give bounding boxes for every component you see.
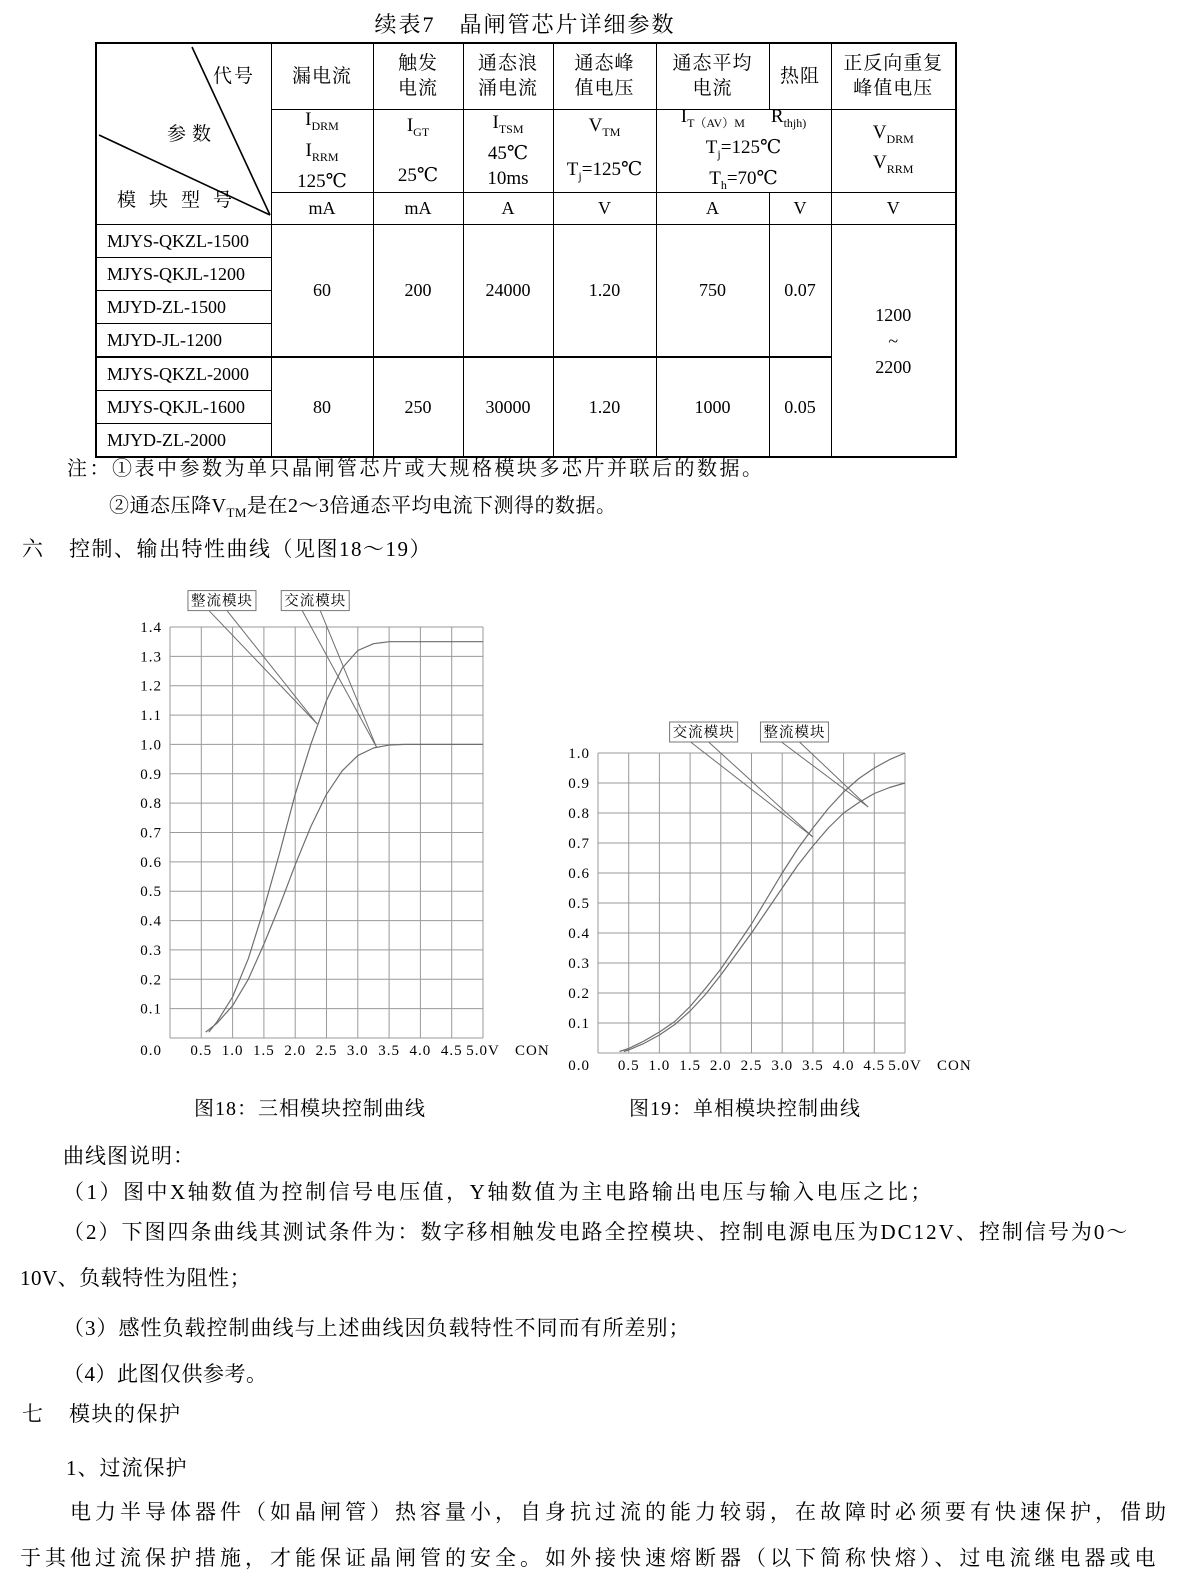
corner-label-param: 参数 [167,124,218,145]
svg-text:3.5: 3.5 [802,1058,824,1074]
table-row: MJYD-ZL-1500 [96,291,956,324]
svg-text:4.5: 4.5 [440,1042,463,1059]
svg-text:2.0: 2.0 [709,1058,732,1074]
svg-text:3.5: 3.5 [378,1042,400,1059]
section-6-heading: 六 控制、输出特性曲线（见图18～19） [22,537,432,561]
svg-text:2.5: 2.5 [740,1058,763,1074]
svg-text:0.3: 0.3 [140,942,162,959]
symbol-vdrm: $V_{DRM}$ $V_{RRM}$ [831,109,956,192]
svg-text:0.1: 0.1 [140,1001,162,1018]
svg-text:交流模块: 交流模块 [284,593,347,610]
svg-text:0.9: 0.9 [568,776,590,792]
symbol-trigger: $I_{GT}$ 25℃ [373,109,463,192]
symbol-iavg-rth: $I_{T(AV)M}$ $R_{thjh)}$ $T_j=125℃$ $T_h=70℃$ [656,109,831,192]
svg-text:4.0: 4.0 [832,1058,855,1074]
parameter-table [95,42,957,458]
corner-cell [96,43,271,225]
svg-text:0.9: 0.9 [140,766,162,783]
symbol-surge: $I_{TSM}$ 45℃ 10ms [463,109,553,192]
subsection-overcurrent: 1、过流保护 [66,1456,188,1480]
svg-text:0.7: 0.7 [568,836,590,852]
svg-text:1.0: 1.0 [568,746,590,762]
table-row: MJYS-QKJL-1600 [96,391,956,424]
caption-fig19: 图19：单相模块控制曲线 [629,1098,861,1120]
svg-text:0.4: 0.4 [140,913,162,930]
svg-text:1.0: 1.0 [648,1058,671,1074]
table-row: MJYS-QKJL-1200 [96,258,956,291]
header-vtm: 通态峰 值电压 [553,43,656,109]
chart-fig19 [558,698,988,1093]
svg-text:0.0: 0.0 [140,1042,162,1059]
svg-text:0.2: 0.2 [568,986,590,1002]
svg-text:1.3: 1.3 [140,649,162,666]
table-row: MJYS-QKZL-1500 60 200 24000 1.20 750 0.07 1200 ~ 2200 [96,225,956,258]
units-row: mA mA A V A V V [96,193,956,225]
paragraph-line-1: 电力半导体器件（如晶闸管）热容量小，自身抗过流的能力较弱，在故障时必须要有快速保护，借助 [70,1500,1170,1524]
explain-item-2: （2）下图四条曲线其测试条件为：数字移相触发电路全控模块、控制电源电压为DC12V、控制信号为0～ [63,1220,1130,1244]
svg-text:0.8: 0.8 [568,806,590,822]
header-vdrm: 正反向重复 峰值电压 [831,43,956,109]
svg-text:0.5: 0.5 [617,1058,640,1074]
svg-text:CON: CON [937,1058,972,1074]
svg-text:3.0: 3.0 [771,1058,794,1074]
header-trigger: 触发 电流 [373,43,463,109]
table-title: 续表7 晶闸管芯片详细参数 [374,12,676,37]
svg-text:4.5: 4.5 [863,1058,886,1074]
svg-text:0.5: 0.5 [190,1042,213,1059]
caption-fig18: 图18：三相模块控制曲线 [194,1098,426,1120]
svg-text:1.2: 1.2 [140,678,162,695]
svg-text:1.4: 1.4 [140,620,162,636]
symbol-leak: $I_{DRM}$ $I_{RRM}$ 125℃ [271,109,373,192]
svg-text:1.0: 1.0 [140,737,162,754]
svg-text:1.5: 1.5 [253,1042,275,1059]
explain-item-3: （3）感性负载控制曲线与上述曲线因负载特性不同而有所差别； [63,1316,691,1340]
vdrm-range-cell: 1200 ~ 2200 [831,225,956,458]
svg-text:0.1: 0.1 [568,1016,590,1032]
svg-text:5.0V: 5.0V [888,1058,922,1074]
section-7-heading: 七 模块的保护 [22,1402,182,1426]
note-1: 注：①表中参数为单只晶闸管芯片或大规格模块多芯片并联后的数据。 [67,458,765,480]
svg-text:1.0: 1.0 [221,1042,244,1059]
corner-label-model: 模块型号 [117,190,246,211]
explain-item-2-cont: 10V、负载特性为阻性； [20,1266,252,1290]
corner-label-code: 代号 [213,66,256,87]
header-surge: 通态浪 涌电流 [463,43,553,109]
svg-text:2.0: 2.0 [284,1042,307,1059]
svg-text:0.5: 0.5 [140,884,162,901]
svg-text:3.0: 3.0 [346,1042,369,1059]
symbol-vtm: $V_{TM}$ $T_j=125℃$ [553,109,656,192]
table-row: MJYD-JL-1200 [96,324,956,358]
svg-text:0.6: 0.6 [140,854,162,871]
svg-text:0.2: 0.2 [140,972,162,989]
svg-text:1.5: 1.5 [679,1058,701,1074]
svg-text:0.4: 0.4 [568,926,590,942]
svg-text:4.0: 4.0 [409,1042,432,1059]
note-2: ②通态压降$V_{TM}$是在2～3倍通态平均电流下测得的数据。 [109,495,617,520]
header-rth: 热阻 [769,43,831,109]
svg-text:0.6: 0.6 [568,866,590,882]
svg-text:0.5: 0.5 [568,896,590,912]
svg-text:5.0V: 5.0V [466,1042,500,1059]
svg-text:1.1: 1.1 [140,708,162,725]
svg-text:交流模块: 交流模块 [672,725,735,741]
explain-heading: 曲线图说明： [63,1144,195,1168]
table-row: MJYD-ZL-2000 [96,424,956,458]
svg-text:0.3: 0.3 [568,956,590,972]
svg-text:2.5: 2.5 [315,1042,338,1059]
header-iavg: 通态平均 电流 [656,43,769,109]
header-leak: 漏电流 [271,43,373,109]
svg-text:0.7: 0.7 [140,825,162,842]
explain-item-1: （1）图中X轴数值为控制信号电压值，Y轴数值为主电路输出电压与输入电压之比； [63,1180,934,1204]
svg-text:整流模块: 整流模块 [763,725,826,741]
svg-text:0.0: 0.0 [568,1058,590,1074]
chart-fig18 [128,576,558,1081]
corner-diagonal [97,44,272,217]
svg-text:0.8: 0.8 [140,796,162,813]
explain-item-4: （4）此图仅供参考。 [63,1362,268,1386]
svg-text:CON: CON [515,1042,550,1059]
table-row: MJYS-QKZL-2000 80 250 30000 1.20 1000 0.05 [96,357,956,391]
svg-text:整流模块: 整流模块 [190,593,253,610]
paragraph-line-2: 于其他过流保护措施，才能保证晶闸管的安全。如外接快速熔断器（以下简称快熔）、过电流继电器或电 [20,1546,1160,1570]
